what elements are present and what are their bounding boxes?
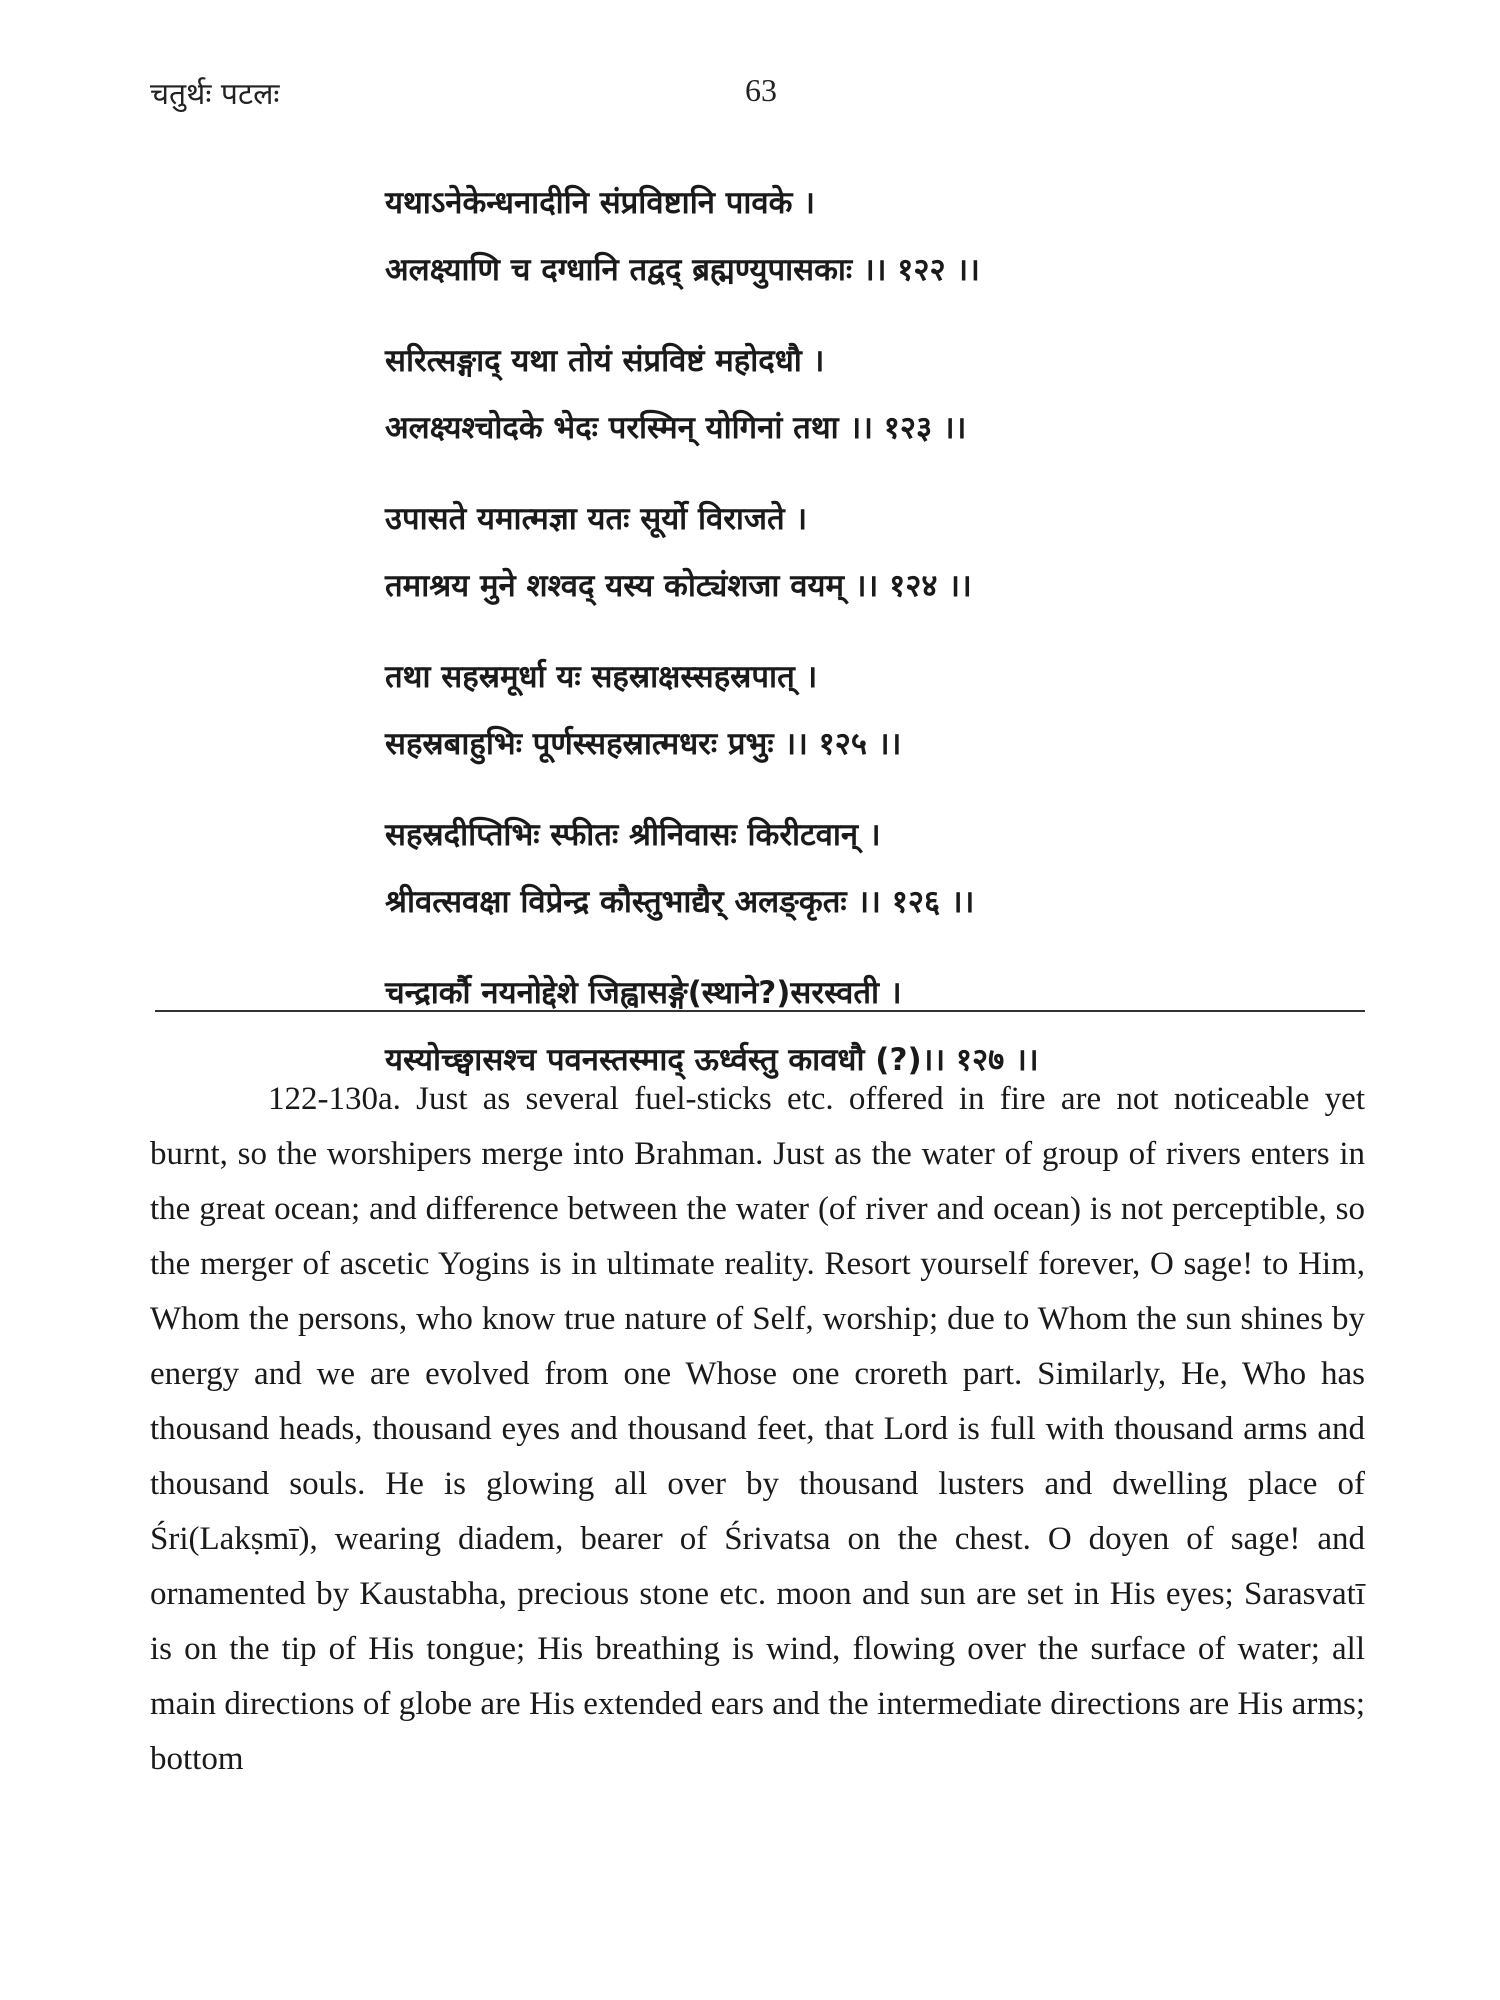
- verse-line: तथा सहस्रमूर्धा यः सहस्राक्षस्सहस्रपात् ।: [385, 659, 818, 695]
- verse-line: सरित्सङ्गाद् यथा तोयं संप्रविष्टं महोदधौ ।: [385, 343, 825, 379]
- verse-125: [385, 644, 1395, 778]
- english-translation: 122-130a. Just as several fuel-sticks etc. offered in fire are not noticeable yet burnt, so the worshipers merge into Brahman. Just as the water of group of rivers enters in the great ocean; and difference between the water (of river and ocean) is not perceptible, so the merger of ascetic Yogins is in ultimate reality. Resort yourself forever, O sage! to Him, Whom the persons, who know true nature of Self, worship; due to Whom the sun shines by energy and we are evolved from one Whose one croreth part. Similarly, He, Who has thousand heads, thousand eyes and thousand feet, that Lord is full with thousand arms and thousand souls. He is glowing all over by thousand lusters and dwelling place of Śri(Lakṣmī), wearing diadem, bearer of Śrivatsa on the chest. O doyen of sage! and ornamented by Kaustabha, precious stone etc. moon and sun are set in His eyes; Sarasvatī is on the tip of His tongue; His breathing is wind, flowing over the surface of water; all main directions of globe are His extended ears and the intermediate directions are His arms; bottom: [150, 1081, 1365, 1777]
- verse-124: [385, 486, 1395, 620]
- verse-line: अलक्ष्यश्चोदके भेदः परस्मिन् योगिनां तथा ।। १२३ ।।: [385, 410, 967, 446]
- verse-line: चन्द्रार्कौ नयनोद्देशे जिह्वासङ्गे(स्थाने?)सरस्वती ।: [385, 975, 902, 1011]
- sanskrit-verses: [385, 170, 1395, 1118]
- running-head: चतुर्थः पटलः: [150, 77, 280, 112]
- page-number: 63: [745, 72, 777, 108]
- verse-line: श्रीवत्सवक्षा विप्रेन्द्र कौस्तुभाद्यैर् अलङ्कृतः ।। १२६ ।।: [385, 884, 975, 920]
- verse-line: सहस्रबाहुभिः पूर्णस्सहस्रात्मधरः प्रभुः ।। १२५ ।।: [385, 726, 902, 762]
- verse-line: अलक्ष्याणि च दग्धानि तद्वद् ब्रह्मण्युपासकाः ।। १२२ ।।: [385, 252, 980, 288]
- verse-126: [385, 802, 1395, 936]
- verse-123: [385, 328, 1395, 462]
- verse-122: [385, 170, 1395, 304]
- verse-line: यस्योच्छ्वासश्च पवनस्तस्माद् ऊर्ध्वस्तु कावधौ (?)।। १२७ ।।: [385, 1042, 1039, 1078]
- verse-line: सहस्रदीप्तिभिः स्फीतः श्रीनिवासः किरीटवान् ।: [385, 817, 881, 853]
- verse-line: उपासते यमात्मज्ञा यतः सूर्यो विराजते ।: [385, 501, 808, 537]
- verse-line: यथाऽनेकेन्धनादीनि संप्रविष्टानि पावके ।: [385, 185, 815, 221]
- section-divider: [155, 1010, 1365, 1012]
- verse-line: तमाश्रय मुने शश्वद् यस्य कोट्यंशजा वयम् ।। १२४ ।।: [385, 568, 972, 604]
